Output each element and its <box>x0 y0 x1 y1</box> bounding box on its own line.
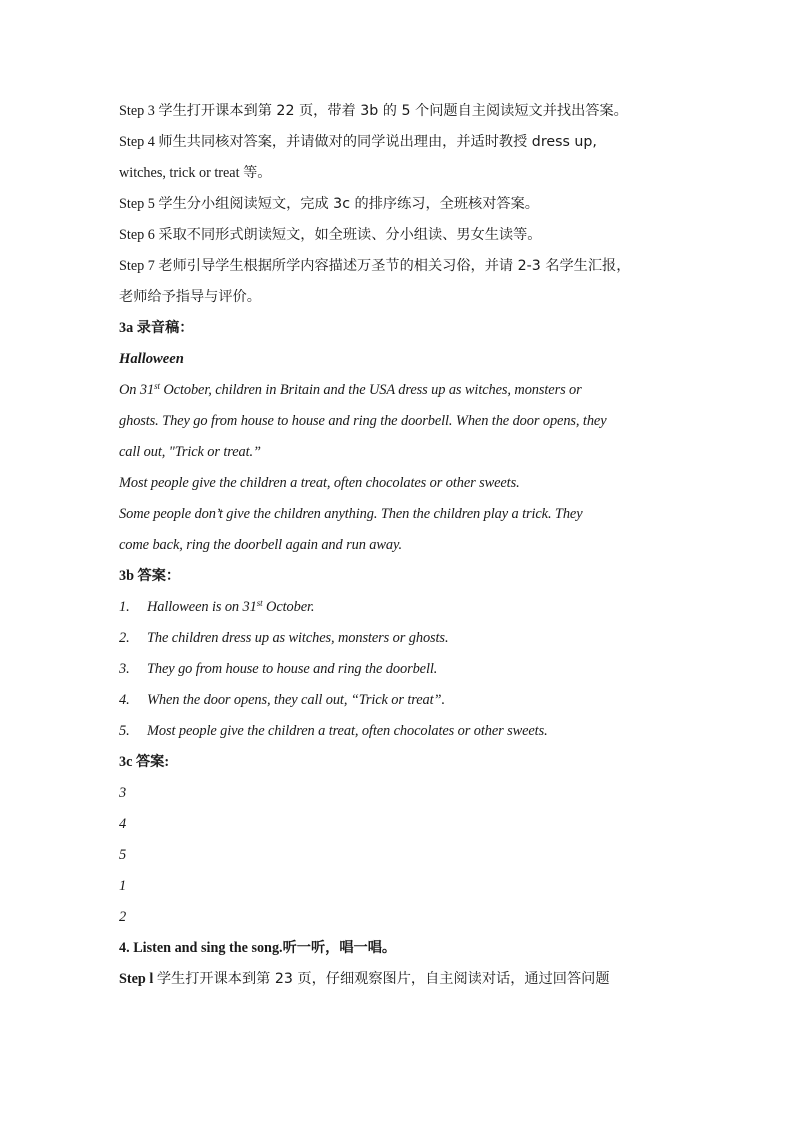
step-text: 学生打开课本到第 23 页，仔细观察图片，自主阅读对话，通过回答问题 <box>156 971 610 987</box>
step-label: Step 4 <box>119 134 155 150</box>
step-4-line <box>119 127 679 158</box>
answer-text: Most people give the children a treat, often chocolates or other sweets. <box>147 723 548 739</box>
answer-item <box>119 654 679 685</box>
answer-item <box>119 685 679 716</box>
step-5-line <box>119 189 679 220</box>
document-page <box>119 96 679 995</box>
section-3a-heading: 3a 录音稿： <box>119 320 194 336</box>
section-3c-heading: 3c 答案: <box>119 754 170 770</box>
order-answer: 3 <box>119 785 127 801</box>
step-label: Step 3 <box>119 103 155 119</box>
answer-number: 3. <box>119 661 130 677</box>
order-answer: 5 <box>119 847 127 863</box>
answer-item <box>119 623 679 654</box>
transcript-line: Some people don’t give the children anything. Then the children play a trick. They <box>119 506 583 522</box>
heading-english: 4. Listen and sing the song. <box>119 940 283 956</box>
step-text: 老师给予指导与评价。 <box>119 289 261 305</box>
transcript-line <box>119 375 679 406</box>
step-label: Step 5 <box>119 196 155 212</box>
step-label: Step 7 <box>119 258 155 274</box>
step-text: 师生共同核对答案，并请做对的同学说出理由，并适时教授 dress up, <box>158 134 597 150</box>
answer-item <box>119 592 679 623</box>
step-4-continued-line <box>119 158 679 189</box>
answer-number: 1. <box>119 599 130 615</box>
heading-chinese: 听一听，唱一唱。 <box>282 940 397 956</box>
step-text: 学生分小组阅读短文，完成 3c 的排序练习，全班核对答案。 <box>158 196 539 212</box>
step-text: 采取不同形式朗读短文，如全班读、分小组读、男女生读等。 <box>158 227 542 243</box>
section-4-step-1-line <box>119 964 679 995</box>
answer-text: The children dress up as witches, monsters or ghosts. <box>147 630 449 646</box>
transcript-line: call out, "Trick or treat.” <box>119 444 261 460</box>
answer-number: 5. <box>119 723 130 739</box>
order-answer: 4 <box>119 816 127 832</box>
answer-number: 2. <box>119 630 130 646</box>
step-text: witches, trick or treat 等。 <box>119 165 272 181</box>
order-answer: 2 <box>119 909 127 925</box>
transcript-line: ghosts. They go from house to house and ring the doorbell. When the door opens, they <box>119 413 607 429</box>
step-text: 老师引导学生根据所学内容描述万圣节的相关习俗，并请 2-3 名学生汇报， <box>158 258 631 274</box>
answer-text: When the door opens, they call out, “Trick or treat”. <box>147 692 445 708</box>
answer-text: October. <box>262 599 315 615</box>
step-label: Step l <box>119 971 154 987</box>
transcript-line: Most people give the children a treat, often chocolates or other sweets. <box>119 475 520 491</box>
section-3b-heading: 3b 答案： <box>119 568 181 584</box>
answer-item <box>119 716 679 747</box>
transcript-line: come back, ring the doorbell again and run away. <box>119 537 402 553</box>
ordinal-suffix: st <box>256 598 263 608</box>
answer-number: 4. <box>119 692 130 708</box>
step-text: 学生打开课本到第 22 页，带着 3b 的 5 个问题自主阅读短文并找出答案。 <box>158 103 628 119</box>
halloween-title: Halloween <box>119 351 184 367</box>
transcript-text: October, children in Britain and the USA dress up as witches, monsters or <box>159 382 582 398</box>
step-7-line <box>119 251 679 282</box>
transcript-text: On 31 <box>119 382 155 398</box>
answer-text: They go from house to house and ring the doorbell. <box>147 661 438 677</box>
order-answer: 1 <box>119 878 127 894</box>
ordinal-suffix: st <box>154 381 160 391</box>
step-7-continued-line <box>119 282 679 313</box>
step-6-line <box>119 220 679 251</box>
section-4-heading <box>119 933 679 964</box>
step-3-line <box>119 96 679 127</box>
step-label: Step 6 <box>119 227 155 243</box>
answer-text: Halloween is on 31 <box>147 599 257 615</box>
